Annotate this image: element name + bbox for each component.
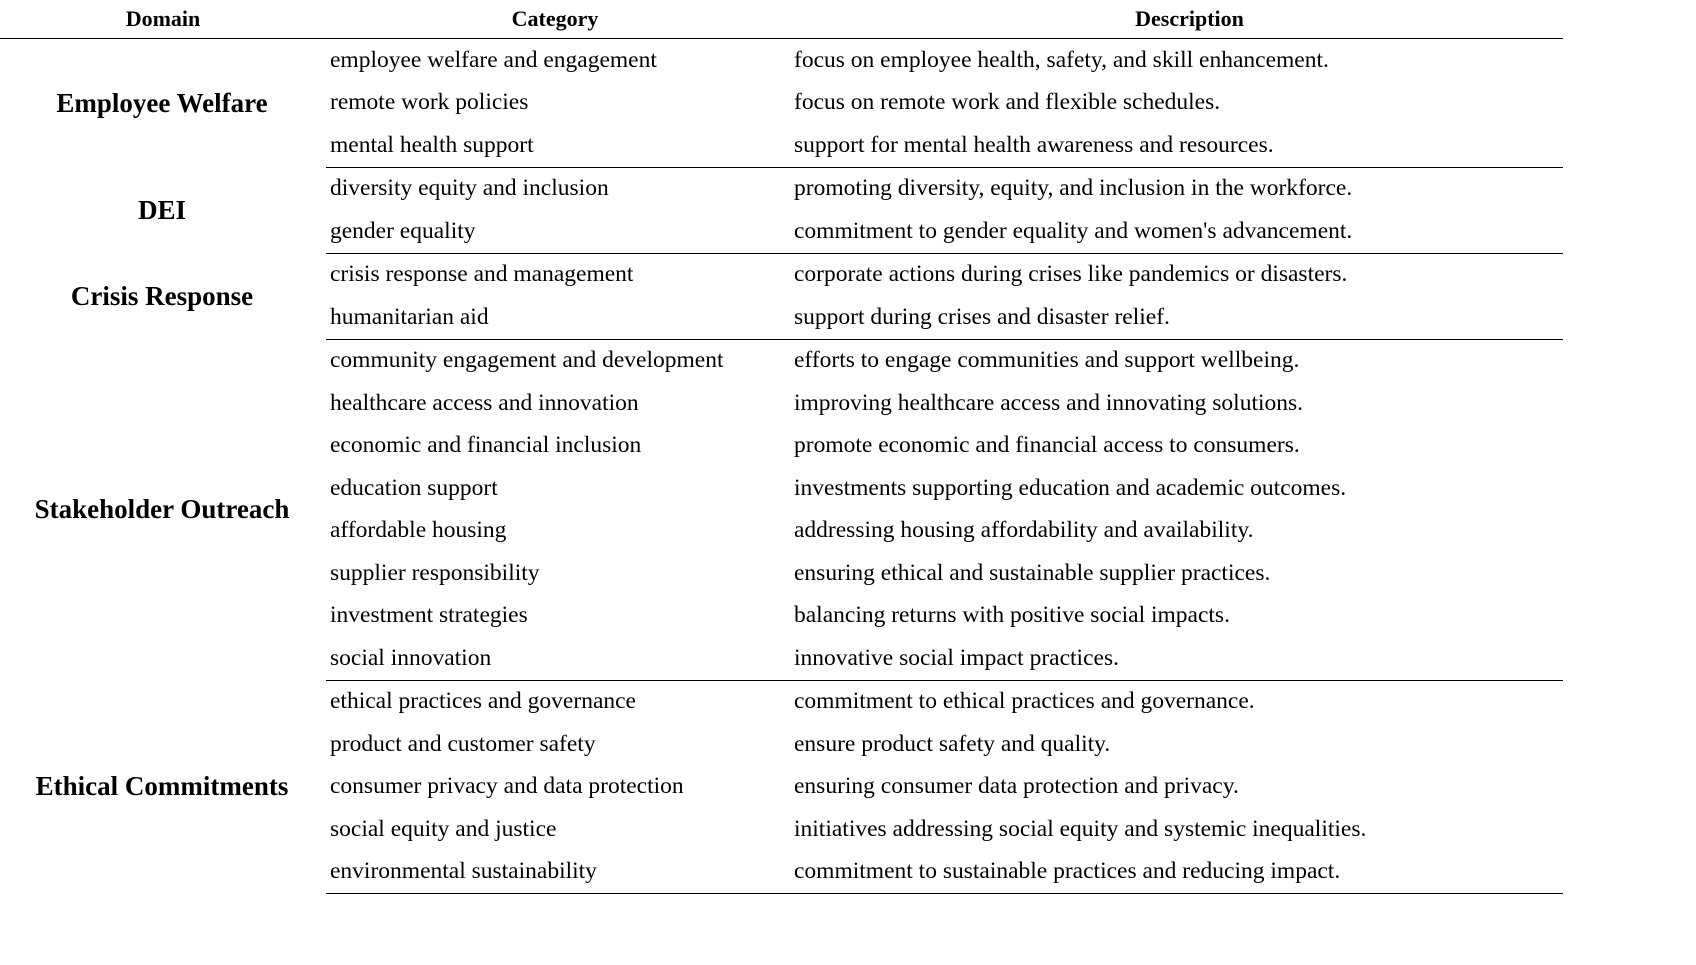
domain-cell: Stakeholder Outreach [34,494,290,524]
category-cell: investment strategies [330,602,528,629]
description-cell: support for mental health awareness and resources. [784,124,1563,167]
description-cell: commitment to ethical practices and governance. [794,688,1255,715]
description-cell: corporate actions during crises like pandemics or disasters. [794,261,1348,288]
domain-cell: Employee Welfare [56,87,268,118]
header-description: Description [784,0,1563,39]
category-cell: consumer privacy and data protection [330,773,684,800]
category-cell: remote work policies [330,89,529,116]
table-body [0,39,1563,894]
description-cell: ensuring consumer data protection and privacy. [794,773,1239,800]
description-cell: improving healthcare access and innovating solutions. [794,389,1304,416]
description-cell: ensuring ethical and sustainable supplier practices. [794,559,1271,586]
category-cell: humanitarian aid [326,296,784,339]
description-cell: ensure product safety and quality. [794,730,1111,757]
category-cell: mental health support [326,124,784,167]
header-row [0,0,1563,39]
header-category: Category [326,0,784,39]
category-cell: ethical practices and governance [330,688,636,715]
category-cell: economic and financial inclusion [330,432,642,459]
domain-cell: Crisis Response [70,280,254,311]
table-header [0,0,1563,39]
category-cell: environmental sustainability [326,851,784,894]
category-cell: social equity and justice [330,815,557,842]
category-cell: product and customer safety [330,730,596,757]
description-cell: promoting diversity, equity, and inclusion in the workforce. [794,175,1353,202]
category-cell: supplier responsibility [330,559,540,586]
category-cell: gender equality [326,210,784,253]
table-row [0,39,1563,82]
description-cell: focus on remote work and flexible schedules. [794,89,1221,116]
description-cell: commitment to gender equality and women's advancement. [784,210,1563,253]
category-cell: community engagement and development [330,347,724,374]
description-cell: initiatives addressing social equity and systemic inequalities. [794,815,1367,842]
description-cell: promote economic and financial access to consumers. [794,432,1300,459]
description-cell: investments supporting education and academic outcomes. [794,474,1347,501]
category-cell: crisis response and management [330,261,634,288]
table-row [0,253,1563,296]
domain-cell: DEI [137,194,186,225]
description-cell: efforts to engage communities and support wellbeing. [794,347,1300,374]
category-cell: affordable housing [330,517,507,544]
header-domain: Domain [0,0,326,39]
description-cell: innovative social impact practices. [784,637,1563,680]
description-cell: commitment to sustainable practices and reducing impact. [784,851,1563,894]
table-row [0,167,1563,210]
description-cell: balancing returns with positive social impacts. [794,602,1230,629]
category-cell: healthcare access and innovation [330,389,639,416]
description-cell: support during crises and disaster relief. [784,296,1563,339]
category-cell: education support [330,474,498,501]
category-cell: employee welfare and engagement [330,46,657,73]
description-cell: focus on employee health, safety, and skill enhancement. [794,46,1329,73]
description-cell: addressing housing affordability and availability. [794,517,1254,544]
domain-cell: Ethical Commitments [35,771,289,802]
category-cell: social innovation [326,637,784,680]
table-row [0,339,1563,382]
category-cell: diversity equity and inclusion [330,175,609,202]
table-row [0,680,1563,723]
